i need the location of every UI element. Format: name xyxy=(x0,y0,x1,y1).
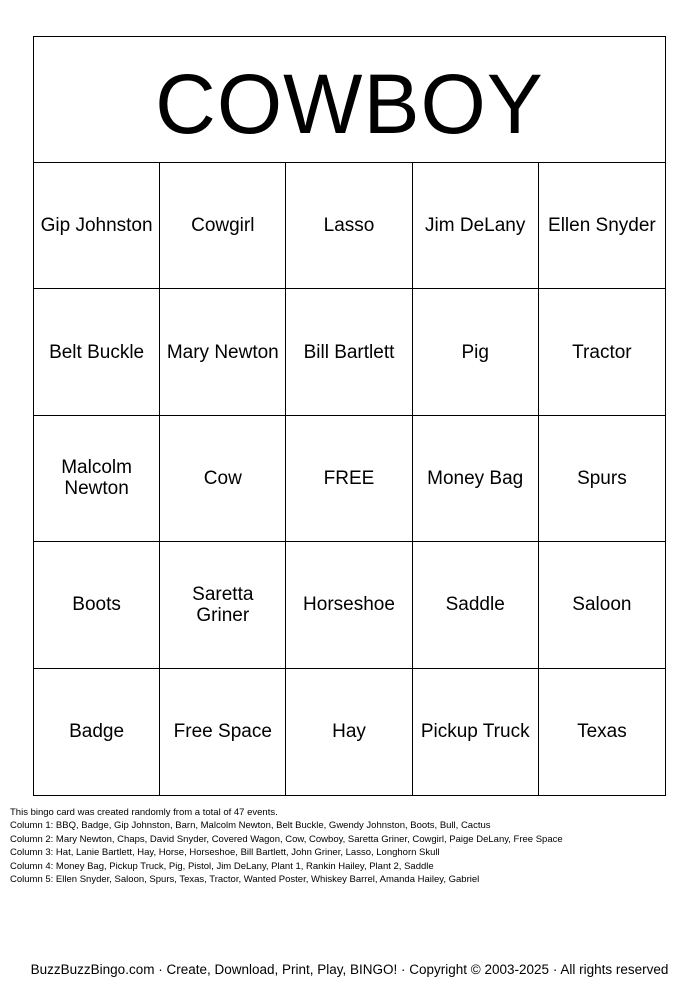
bingo-cell-free: FREE xyxy=(286,416,412,542)
bingo-cell: Mary Newton xyxy=(160,289,286,415)
bingo-cell: Saloon xyxy=(539,542,665,668)
bingo-cell: Bill Bartlett xyxy=(286,289,412,415)
bingo-cell: Jim DeLany xyxy=(413,163,539,289)
page-footer: BuzzBuzzBingo.com · Create, Download, Print, Play, BINGO! · Copyright © 2003-2025 · All rights reserved xyxy=(30,962,669,977)
bingo-cell: Hay xyxy=(286,669,412,795)
bingo-cell: Lasso xyxy=(286,163,412,289)
bingo-cell: Saddle xyxy=(413,542,539,668)
bingo-cell: Free Space xyxy=(160,669,286,795)
bingo-cell: Cowgirl xyxy=(160,163,286,289)
notes-column-2: Column 2: Mary Newton, Chaps, David Snyder, Covered Wagon, Cow, Cowboy, Saretta Griner, Cowgirl, Paige DeLany, Free Space xyxy=(10,833,563,845)
bingo-cell: Malcolm Newton xyxy=(34,416,160,542)
bingo-cell: Boots xyxy=(34,542,160,668)
notes-intro: This bingo card was created randomly from a total of 47 events. xyxy=(10,807,278,818)
card-title-row xyxy=(34,37,665,163)
card-notes xyxy=(10,806,690,886)
bingo-cell: Money Bag xyxy=(413,416,539,542)
bingo-cell: Saretta Griner xyxy=(160,542,286,668)
card-title: COWBOY xyxy=(155,56,544,151)
bingo-cell: Ellen Snyder xyxy=(539,163,665,289)
bingo-card xyxy=(33,36,666,796)
notes-column-1: Column 1: BBQ, Badge, Gip Johnston, Barn, Malcolm Newton, Belt Buckle, Gwendy Johnston, Boots, Bull, Cactus xyxy=(10,820,491,832)
bingo-cell: Pickup Truck xyxy=(413,669,539,795)
bingo-cell: Texas xyxy=(577,721,627,743)
bingo-cell: Badge xyxy=(34,669,160,795)
notes-column-5: Column 5: Ellen Snyder, Saloon, Spurs, Texas, Tractor, Wanted Poster, Whiskey Barrel, Amanda Hailey, Gabriel xyxy=(10,874,480,886)
bingo-grid xyxy=(34,163,665,795)
bingo-cell: Horseshoe xyxy=(286,542,412,668)
bingo-cell: Belt Buckle xyxy=(34,289,160,415)
bingo-cell: Tractor xyxy=(539,289,665,415)
bingo-cell: Spurs xyxy=(539,416,665,542)
bingo-cell: Cow xyxy=(160,416,286,542)
notes-column-3: Column 3: Hat, Lanie Bartlett, Hay, Horse, Horseshoe, Bill Bartlett, John Griner, Lasso, Longhorn Skull xyxy=(10,847,440,859)
bingo-cell: Gip Johnston xyxy=(34,163,160,289)
notes-column-4: Column 4: Money Bag, Pickup Truck, Pig, Pistol, Jim DeLany, Plant 1, Rankin Hailey, Plant 2, Saddle xyxy=(10,860,434,872)
bingo-cell: Pig xyxy=(413,289,539,415)
